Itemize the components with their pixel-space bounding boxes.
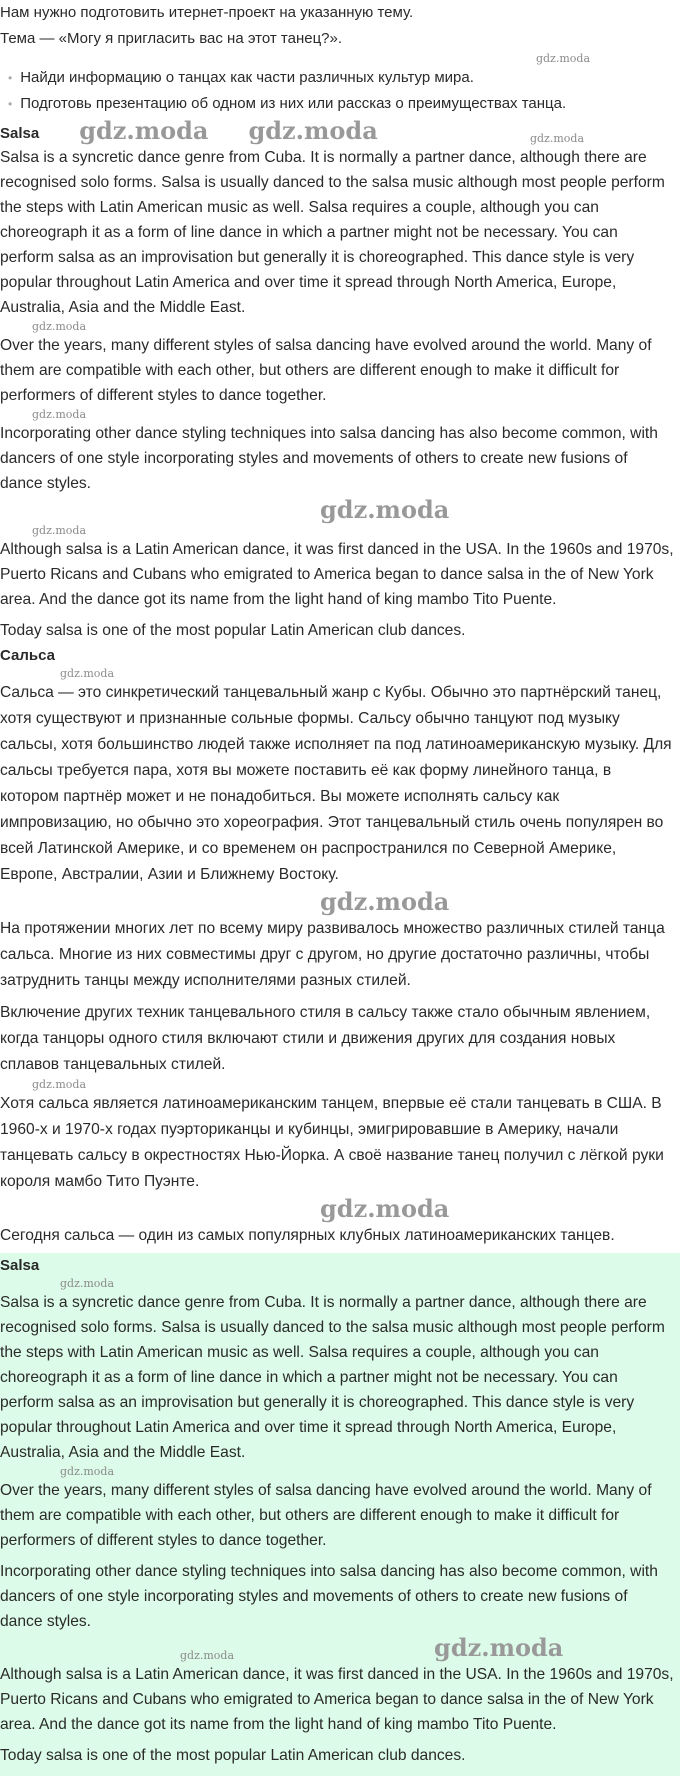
task-item: • Подготовь презентацию об одном из них или рассказ о преимуществах танца. [8, 91, 680, 117]
intro-line: Нам нужно подготовить итернет-проект на указанную тему. [0, 4, 414, 21]
paragraph: Сальса — это синкретический танцевальный жанр с Кубы. Обычно это партнёрский танец, хотя существуют и признанные сольные формы. Сальсу обычно танцуют под музыку сальсы, хотя большинство людей также исполняет па под латиноамериканскую музыку. Для сальсы требуется пара, хотя вы можете поставить её как форму линейного танца, в котором партнёр может и не понадобиться. Вы можете исполнять сальсу как импровизацию, но обычно это хореография. Этот танцевальный стиль очень популярен во всей Латинской Америке, и со временем он распространился по Северной Америке, Европе, Австралии, Азии и Ближнему Востоку. [0, 684, 672, 883]
paragraph: Salsa is a syncretic dance genre from Cuba. It is normally a partner dance, although there are recognised solo forms. Salsa is usually danced to the salsa music although most people perform the steps with Latin American music as well. Salsa requires a couple, although you can choreograph it as a form of line dance in which a partner might not be necessary. You can perform salsa as an improvisation but generally it is choreographed. This dance style is very popular throughout Latin America and over time it spread through North America, Europe, Australia, Asia and the Middle East. [0, 1294, 665, 1461]
watermark: gdz.moda [60, 667, 115, 680]
watermark: gdz.moda [434, 1633, 564, 1662]
paragraph: Today salsa is one of the most popular Latin American club dances. [0, 1747, 466, 1764]
paragraph: Сегодня сальса — один из самых популярных клубных латиноамериканских танцев. [0, 1227, 615, 1244]
watermark: gdz.moda [32, 524, 87, 537]
paragraph: Although salsa is a Latin American dance, it was first danced in the USA. In the 1960s and 1970s, Puerto Ricans and Cubans who emigrated to America began to dance salsa in the of New York area. And the dance got its name from the light hand of king mambo Tito Puente. [0, 541, 674, 608]
paragraph: Although salsa is a Latin American dance, it was first danced in the USA. In the 1960s and 1970s, Puerto Ricans and Cubans who emigrated to America began to dance salsa in the of New York area. And the dance got its name from the light hand of king mambo Tito Puente. [0, 1666, 674, 1733]
task-item: • Найди информацию о танцах как части различных культур мира. [8, 65, 680, 91]
paragraph: Today salsa is one of the most popular Latin American club dances. [0, 622, 466, 639]
paragraph: Включение других техник танцевального стиля в сальсу также стало обычным явлением, когда танцоры одного стиля включают стили и движения других для создания новых сплавов танцевальных стилей. [0, 1004, 651, 1073]
watermark: gdz.moda [320, 887, 450, 916]
russian-section [0, 645, 680, 1249]
paragraph: Over the years, many different styles of salsa dancing have evolved around the world. Many of them are compatible with each other, but others are different enough to make it difficult for performers of different styles to dance together. [0, 1482, 652, 1549]
watermark: gdz.moda [32, 408, 87, 421]
watermark: gdz.moda [529, 132, 584, 145]
watermark: gdz.moda [248, 116, 378, 145]
paragraph: Хотя сальса является латиноамериканским танцем, впервые её стали танцевать в США. В 1960-х и 1970-х годах пуэрториканцы и кубинцы, эмигрировавшие в Америку, начали танцевать сальсу в окрестностях Нью-Йорка. А своё название танец получил с лёгкой руки короля мамбо Тито Пуэнте. [0, 1095, 664, 1190]
watermark: gdz.moda [180, 1649, 235, 1662]
task-list [0, 65, 680, 117]
watermark: gdz.moda [320, 1194, 450, 1223]
watermark: gdz.moda [60, 1465, 115, 1478]
watermark: gdz.moda [32, 1078, 87, 1091]
watermark: gdz.moda [535, 52, 590, 65]
paragraph: На протяжении многих лет по всему миру развивалось множество различных стилей танца сальса. Многие из них совместимы друг с другом, но другие достаточно различны, чтобы затруднить танцы между исполнителями разных стилей. [0, 920, 665, 989]
english-section-highlighted [0, 1253, 680, 1776]
intro-topic: Тема — «Могу я пригласить вас на этот танец?». [0, 30, 343, 47]
section-title: Salsa [0, 1257, 40, 1274]
task-intro [0, 0, 680, 117]
section-title: Сальса [0, 647, 55, 664]
paragraph: Over the years, many different styles of salsa dancing have evolved around the world. Many of them are compatible with each other, but others are different enough to make it difficult for performers of different styles to dance together. [0, 337, 652, 404]
english-section [0, 117, 680, 643]
paragraph: Incorporating other dance styling techniques into salsa dancing has also become common, with dancers of one style incorporating styles and movements of others to create new fusions of dance styles. [0, 1563, 658, 1630]
paragraph: Salsa is a syncretic dance genre from Cuba. It is normally a partner dance, although there are recognised solo forms. Salsa is usually danced to the salsa music although most people perform the steps with Latin American music as well. Salsa requires a couple, although you can choreograph it as a form of line dance in which a partner might not be necessary. You can perform salsa as an improvisation but generally it is choreographed. This dance style is very popular throughout Latin America and over time it spread through North America, Europe, Australia, Asia and the Middle East. [0, 149, 665, 316]
section-title: Salsa [0, 125, 40, 142]
watermark: gdz.moda [79, 116, 209, 145]
watermark: gdz.moda [320, 495, 450, 524]
watermark: gdz.moda [60, 1277, 115, 1290]
watermark-row [0, 1634, 674, 1662]
watermark: gdz.moda [32, 320, 87, 333]
paragraph: Incorporating other dance styling techniques into salsa dancing has also become common, with dancers of one style incorporating styles and movements of others to create new fusions of dance styles. [0, 425, 658, 492]
section-title-row [0, 117, 674, 145]
